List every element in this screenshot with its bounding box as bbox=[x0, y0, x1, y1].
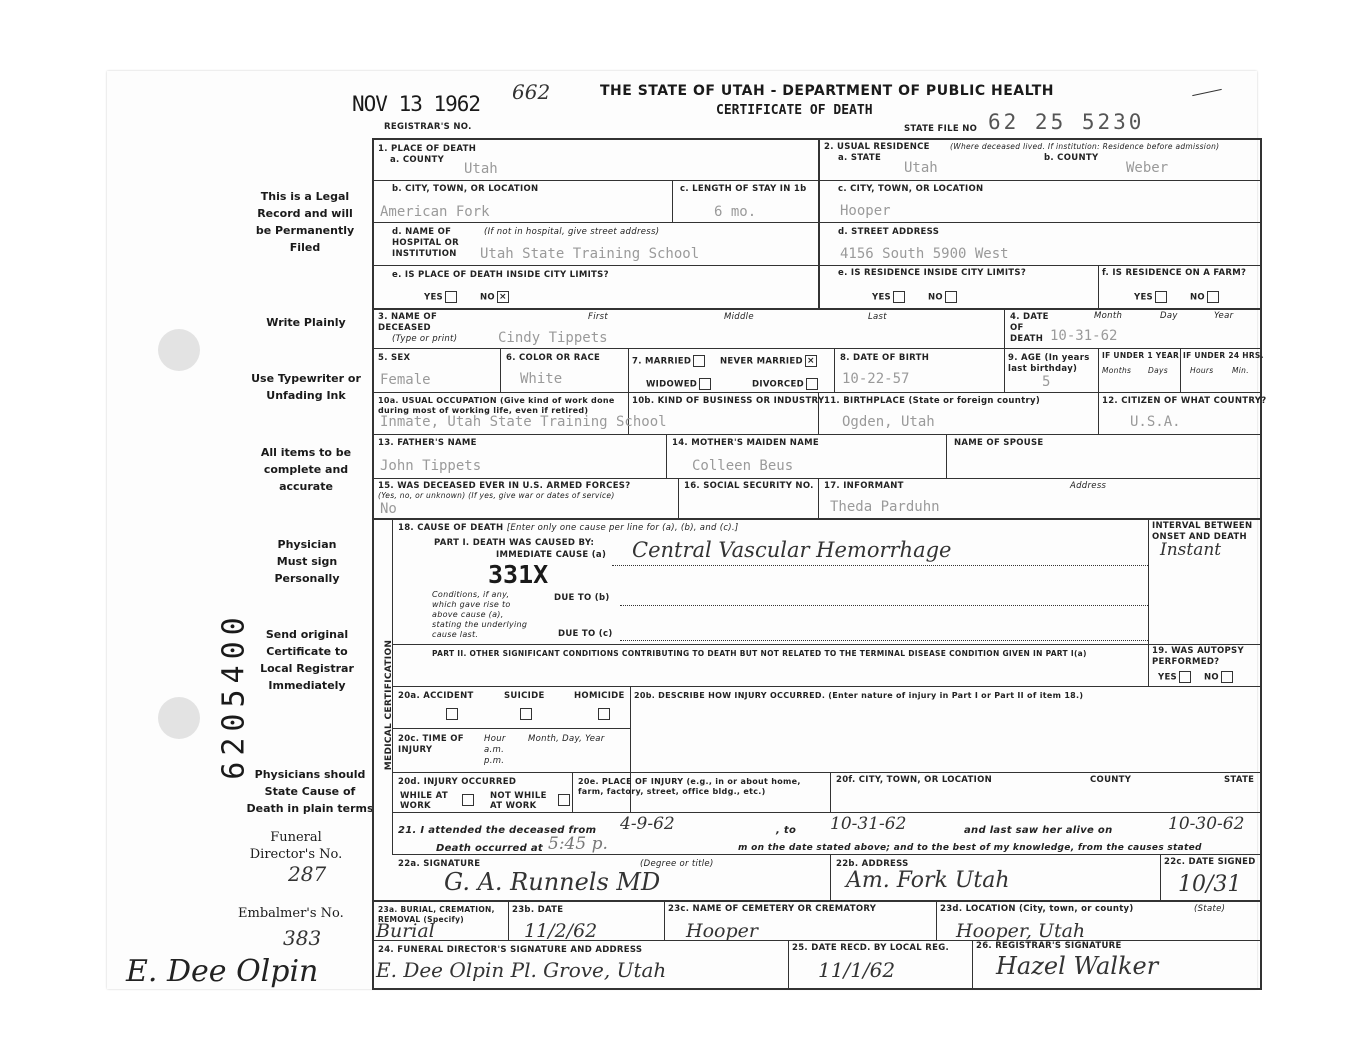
hour-label: Hour a.m. p.m. bbox=[484, 734, 506, 766]
autopsy-yes[interactable] bbox=[1158, 671, 1191, 683]
send-original-note: Send original Certificate to Local Registrar Immediately bbox=[260, 628, 354, 692]
while-work-checkbox[interactable] bbox=[462, 794, 474, 806]
checkbox-checked[interactable]: × bbox=[805, 355, 817, 367]
never-married-label: NEVER MARRIED bbox=[720, 356, 803, 367]
county-label: a. COUNTY bbox=[390, 155, 445, 165]
date-death-label: 4. DATE OF DEATH bbox=[1010, 312, 1049, 344]
last-saw-label: and last saw her alive on bbox=[964, 825, 1113, 836]
funeral-signature-value: E. Dee Olpin Pl. Grove, Utah bbox=[376, 958, 667, 982]
grid-line bbox=[392, 812, 1260, 813]
legal-record-note: This is a Legal Record and will be Permanently Filed bbox=[255, 190, 355, 254]
physician-address-label: 22b. ADDRESS bbox=[836, 859, 909, 869]
res-state-value: Utah bbox=[904, 160, 938, 176]
funeral-director-no: 287 bbox=[288, 862, 327, 886]
race-label: 6. COLOR OR RACE bbox=[506, 353, 601, 363]
city-label: b. CITY, TOWN, OR LOCATION bbox=[392, 184, 539, 194]
farm-no[interactable] bbox=[1190, 291, 1219, 303]
yes-label: YES bbox=[872, 292, 891, 303]
informant-label: 17. INFORMANT bbox=[824, 481, 904, 491]
registrar-signature-value: Hazel Walker bbox=[996, 952, 1159, 980]
date-signed-value: 10/31 bbox=[1178, 872, 1242, 897]
accident-checkbox[interactable] bbox=[446, 708, 458, 720]
embalmer-no: 383 bbox=[283, 926, 322, 950]
punch-hole-bottom bbox=[158, 697, 200, 739]
attended-label: 21. I attended the deceased from bbox=[398, 825, 597, 836]
city-injury-label: 20f. CITY, TOWN, OR LOCATION bbox=[836, 775, 993, 785]
grid-line bbox=[372, 434, 1260, 435]
grid-line bbox=[372, 478, 1260, 479]
no-label: NO bbox=[928, 292, 943, 303]
spouse-label: NAME OF SPOUSE bbox=[954, 438, 1044, 448]
grid-line bbox=[392, 728, 630, 729]
attended-from-value: 4-9-62 bbox=[620, 814, 675, 834]
degree-label: (Degree or title) bbox=[640, 859, 714, 869]
grid-line bbox=[372, 392, 1260, 393]
punch-hole-top bbox=[158, 329, 200, 371]
embalmer-signature: E. Dee Olpin bbox=[126, 954, 319, 989]
grid-line bbox=[372, 222, 1260, 223]
father-value: John Tippets bbox=[380, 458, 482, 474]
divorced-label: DIVORCED bbox=[752, 379, 804, 390]
grid-line bbox=[372, 988, 1262, 990]
grid-line bbox=[372, 308, 1262, 310]
grid-line bbox=[392, 772, 1260, 773]
vertical-serial-number: 6205400 bbox=[216, 611, 252, 780]
city-value: American Fork bbox=[380, 204, 490, 220]
residence-label: 2. USUAL RESIDENCE bbox=[824, 142, 930, 152]
homicide-checkbox[interactable] bbox=[598, 708, 610, 720]
date-death-value: 10-31-62 bbox=[1050, 328, 1118, 344]
burial-value: Burial bbox=[376, 920, 435, 942]
state-label: (State) bbox=[1194, 904, 1226, 914]
not-work-option[interactable] bbox=[490, 791, 556, 811]
interval-value: Instant bbox=[1160, 540, 1222, 560]
signature-label: 22a. SIGNATURE bbox=[398, 859, 481, 869]
res-inside-no[interactable] bbox=[928, 291, 957, 303]
widowed-label: WIDOWED bbox=[646, 379, 698, 390]
widowed-option[interactable] bbox=[646, 378, 711, 390]
res-county-value: Weber bbox=[1126, 160, 1169, 176]
under-1-year: IF UNDER 1 YEAR bbox=[1102, 351, 1180, 360]
checkbox[interactable] bbox=[1179, 671, 1191, 683]
state-file-number: 62 25 5230 bbox=[988, 110, 1145, 134]
res-inside-yes[interactable] bbox=[872, 291, 905, 303]
sex-label: 5. SEX bbox=[378, 353, 411, 363]
typewriter-note: Use Typewriter or Unfading Ink bbox=[251, 372, 361, 402]
hours-label: Hours bbox=[1190, 366, 1214, 375]
physician-note: Physician Must sign Personally bbox=[274, 538, 340, 585]
father-label: 13. FATHER'S NAME bbox=[378, 438, 477, 448]
certificate-title: CERTIFICATE OF DEATH bbox=[716, 103, 873, 118]
inside-city-label: e. IS PLACE OF DEATH INSIDE CITY LIMITS? bbox=[392, 270, 609, 280]
grid-line bbox=[372, 518, 1262, 520]
write-plainly-note: Write Plainly bbox=[266, 316, 346, 329]
cause-line-a bbox=[612, 565, 1148, 566]
while-work-option[interactable] bbox=[400, 791, 470, 811]
medical-certification-vertical: MEDICAL CERTIFICATION bbox=[384, 639, 395, 771]
birth-label: 8. DATE OF BIRTH bbox=[840, 353, 930, 363]
grid-line bbox=[1098, 348, 1099, 434]
grid-line bbox=[664, 900, 665, 940]
grid-line bbox=[1148, 518, 1149, 686]
armed-forces-note: (Yes, no, or unknown) (If yes, give war or dates of service) bbox=[378, 491, 615, 500]
embalmer-label: Embalmer's No. bbox=[238, 906, 344, 921]
grid-line bbox=[372, 900, 1262, 902]
part2-label: PART II. OTHER SIGNIFICANT CONDITIONS CONTRIBUTING TO DEATH BUT NOT RELATED TO THE TERMINAL DISEASE CONDITION GIVEN IN PART I(a) bbox=[432, 649, 1087, 658]
registrar-signature-label: 26. REGISTRAR'S SIGNATURE bbox=[976, 941, 1122, 951]
grid-line bbox=[508, 900, 509, 940]
interval-label: INTERVAL BETWEEN ONSET AND DEATH bbox=[1152, 521, 1253, 542]
checkbox[interactable] bbox=[945, 291, 957, 303]
under-24-hours: IF UNDER 24 HRS. bbox=[1183, 351, 1264, 360]
grid-line bbox=[1004, 348, 1005, 392]
cemetery-label: 23c. NAME OF CEMETERY OR CREMATORY bbox=[668, 904, 877, 914]
grid-line bbox=[830, 854, 831, 900]
burial-date-value: 11/2/62 bbox=[524, 920, 598, 942]
date-signed-label: 22c. DATE SIGNED bbox=[1164, 857, 1256, 867]
immediate-cause-value: Central Vascular Hemorrhage bbox=[632, 538, 952, 562]
ssn-label: 16. SOCIAL SECURITY NO. bbox=[684, 481, 814, 491]
registrar-no-label: REGISTRAR'S NO. bbox=[384, 122, 472, 132]
grid-line bbox=[392, 686, 1260, 687]
conditions-note: Conditions, if any, which gave rise to above cause (a), stating the underlying cause last. bbox=[432, 590, 528, 639]
autopsy-label: 19. WAS AUTOPSY PERFORMED? bbox=[1152, 646, 1244, 667]
month-label: Month bbox=[1094, 311, 1123, 321]
day-label: Day bbox=[1160, 311, 1178, 321]
yes-label: YES bbox=[424, 292, 443, 303]
grid-line bbox=[830, 772, 831, 812]
checkbox[interactable] bbox=[1155, 291, 1167, 303]
grid-line bbox=[818, 478, 819, 518]
hospital-value: Utah State Training School bbox=[480, 246, 700, 262]
mother-label: 14. MOTHER'S MAIDEN NAME bbox=[672, 438, 819, 448]
informant-address-label: Address bbox=[1070, 481, 1107, 491]
res-inside-label: e. IS RESIDENCE INSIDE CITY LIMITS? bbox=[838, 268, 1027, 278]
not-work-checkbox[interactable] bbox=[558, 794, 570, 806]
middle-label: Middle bbox=[724, 312, 754, 322]
grid-line bbox=[372, 940, 1260, 941]
grid-line bbox=[834, 348, 835, 392]
grid-line bbox=[936, 900, 937, 940]
injury-state-label: STATE bbox=[1224, 775, 1255, 785]
residence-note: (Where deceased lived. If institution: Residence before admission) bbox=[950, 142, 1220, 151]
deceased-name-label: 3. NAME OF DECEASED bbox=[378, 312, 438, 333]
armed-forces-label: 15. WAS DECEASED EVER IN U.S. ARMED FORCES? bbox=[378, 481, 631, 491]
physician-address: Am. Fork Utah bbox=[846, 868, 1010, 893]
funeral-signature-label: 24. FUNERAL DIRECTOR'S SIGNATURE AND ADDRESS bbox=[378, 945, 643, 955]
year-label: Year bbox=[1214, 311, 1234, 321]
checkbox[interactable] bbox=[1207, 291, 1219, 303]
cause-label bbox=[398, 523, 739, 533]
due-to-c-label: DUE TO (c) bbox=[558, 629, 613, 639]
place-injury-label: 20e. PLACE OF INJURY (e.g., in or about home, farm, factory, street, office bldg., etc.) bbox=[578, 777, 801, 796]
due-to-b-label: DUE TO (b) bbox=[554, 593, 610, 603]
funeral-director-label: Funeral Director's No. bbox=[249, 830, 343, 862]
physician-signature: G. A. Runnels MD bbox=[444, 868, 661, 896]
occurred-at-label: Death occurred at bbox=[436, 843, 543, 854]
cause-line-c bbox=[620, 640, 1148, 641]
grid-line bbox=[1004, 308, 1005, 348]
inside-city-yes[interactable] bbox=[424, 291, 457, 303]
informant-value: Theda Parduhn bbox=[830, 499, 940, 515]
hospital-note: (If not in hospital, give street address) bbox=[484, 227, 660, 237]
no-label: NO bbox=[480, 292, 495, 303]
birthplace-label: 11. BIRTHPLACE (State or foreign country) bbox=[824, 396, 1041, 406]
grid-line bbox=[672, 180, 673, 222]
married-label: 7. MARRIED bbox=[632, 356, 692, 367]
cemetery-value: Hooper bbox=[686, 920, 758, 942]
checkbox[interactable] bbox=[693, 355, 705, 367]
while-work-label: WHILE AT WORK bbox=[400, 791, 448, 811]
grid-line bbox=[372, 265, 1260, 266]
inside-city-no[interactable] bbox=[480, 291, 509, 303]
grid-line bbox=[372, 348, 1260, 349]
married-option[interactable] bbox=[632, 355, 705, 367]
res-city-value: Hooper bbox=[840, 203, 891, 219]
occupation-label: 10a. USUAL OCCUPATION (Give kind of work done during most of working life, even if retired) bbox=[378, 396, 615, 415]
birth-value: 10-22-57 bbox=[842, 371, 910, 387]
grid-line bbox=[1098, 265, 1099, 308]
grid-line bbox=[572, 772, 573, 812]
grid-line bbox=[788, 940, 789, 988]
on-date-label: m on the date stated above; and to the best of my knowledge, from the causes stated bbox=[738, 843, 1202, 853]
min-label: Min. bbox=[1232, 366, 1249, 375]
business-label: 10b. KIND OF BUSINESS OR INDUSTRY bbox=[632, 396, 825, 406]
age-value: 5 bbox=[1042, 374, 1051, 390]
months-label: Months bbox=[1102, 366, 1132, 375]
injury-desc-label: 20b. DESCRIBE HOW INJURY OCCURRED. (Enter nature of injury in Part I or Part II of item 18.) bbox=[634, 691, 1084, 700]
citizen-value: U.S.A. bbox=[1130, 414, 1181, 430]
stay-value: 6 mo. bbox=[714, 204, 757, 220]
grid-line bbox=[392, 644, 1260, 645]
deceased-name-value: Cindy Tippets bbox=[498, 330, 608, 346]
cause-note: [Enter only one cause per line for (a), (b), and (c).] bbox=[506, 523, 739, 533]
state-title: THE STATE OF UTAH - DEPARTMENT OF PUBLIC HEALTH bbox=[600, 83, 1054, 99]
accident-label: 20a. ACCIDENT bbox=[398, 691, 474, 701]
checkbox[interactable] bbox=[445, 291, 457, 303]
grid-line bbox=[678, 478, 679, 518]
location-value: Hooper, Utah bbox=[956, 920, 1086, 942]
cause-title: 18. CAUSE OF DEATH bbox=[398, 523, 504, 533]
date-stamp: NOV 13 1962 bbox=[352, 92, 481, 116]
grid-line bbox=[972, 940, 973, 988]
checkbox[interactable] bbox=[1221, 671, 1233, 683]
grid-line bbox=[500, 348, 501, 392]
grid-line bbox=[1180, 348, 1181, 392]
grid-line bbox=[666, 434, 667, 478]
time-injury-label: 20c. TIME OF INJURY bbox=[398, 734, 464, 755]
date-recd-label: 25. DATE RECD. BY LOCAL REG. bbox=[792, 943, 950, 953]
autopsy-no[interactable] bbox=[1204, 671, 1233, 683]
occupation-value: Inmate, Utah State Training School bbox=[380, 414, 667, 430]
cause-terms-note: Physicians should State Cause of Death in plain terms bbox=[246, 768, 374, 815]
days-label: Days bbox=[1148, 366, 1168, 375]
divorced-option[interactable] bbox=[752, 378, 818, 390]
time-value: 5:45 p. bbox=[548, 834, 608, 854]
age-label: 9. AGE (In years last birthday) bbox=[1008, 353, 1090, 374]
not-work-label: NOT WHILE AT WORK bbox=[490, 791, 547, 811]
attended-to-value: 10-31-62 bbox=[830, 814, 907, 834]
county-value: Utah bbox=[464, 161, 498, 177]
checkbox[interactable] bbox=[893, 291, 905, 303]
farm-yes[interactable] bbox=[1134, 291, 1167, 303]
citizen-label: 12. CITIZEN OF WHAT COUNTRY? bbox=[1102, 396, 1267, 406]
grid-line bbox=[372, 138, 1262, 140]
checkbox[interactable] bbox=[806, 378, 818, 390]
grid-line bbox=[372, 180, 1260, 181]
res-county-label: b. COUNTY bbox=[1044, 153, 1099, 163]
suicide-checkbox[interactable] bbox=[520, 708, 532, 720]
birthplace-value: Ogden, Utah bbox=[842, 414, 935, 430]
mdy-label: Month, Day, Year bbox=[528, 734, 605, 744]
type-note: (Type or print) bbox=[392, 334, 458, 344]
grid-line bbox=[392, 854, 1260, 855]
homicide-label: HOMICIDE bbox=[574, 691, 625, 701]
cause-code: 331X bbox=[488, 560, 549, 589]
state-file-label: STATE FILE NO bbox=[904, 124, 978, 134]
cause-line-b bbox=[620, 605, 1148, 606]
hospital-label: d. NAME OF HOSPITAL OR INSTITUTION bbox=[392, 227, 460, 259]
occurred-label: 20d. INJURY OCCURRED bbox=[398, 777, 517, 787]
sex-value: Female bbox=[380, 372, 431, 388]
date-recd-value: 11/1/62 bbox=[818, 958, 896, 982]
no-label: NO bbox=[1190, 292, 1205, 303]
never-married-option[interactable] bbox=[720, 355, 817, 367]
no-label: NO bbox=[1204, 672, 1219, 683]
armed-forces-value: No bbox=[380, 501, 397, 517]
stay-label: c. LENGTH OF STAY IN 1b bbox=[680, 184, 807, 194]
immediate-label: IMMEDIATE CAUSE (a) bbox=[496, 550, 607, 560]
complete-note: All items to be complete and accurate bbox=[260, 446, 352, 493]
part1-label: PART I. DEATH WAS CAUSED BY: bbox=[434, 538, 595, 548]
race-value: White bbox=[520, 371, 563, 387]
res-state-label: a. STATE bbox=[838, 153, 882, 163]
grid-line bbox=[1260, 138, 1262, 988]
street-label: d. STREET ADDRESS bbox=[838, 227, 940, 237]
res-city-label: c. CITY, TOWN, OR LOCATION bbox=[838, 184, 984, 194]
injury-county-label: COUNTY bbox=[1090, 775, 1132, 785]
place-of-death-label: 1. PLACE OF DEATH bbox=[378, 144, 477, 154]
grid-line bbox=[1160, 854, 1161, 900]
burial-label: 23a. BURIAL, CREMATION, REMOVAL (Specify) bbox=[378, 905, 495, 924]
grid-line bbox=[818, 138, 820, 308]
to-label: , to bbox=[776, 825, 797, 836]
last-saw-value: 10-30-62 bbox=[1168, 814, 1245, 834]
last-label: Last bbox=[868, 312, 887, 322]
location-label: 23d. LOCATION (City, town, or county) bbox=[940, 904, 1134, 914]
mother-value: Colleen Beus bbox=[692, 458, 794, 474]
yes-label: YES bbox=[1134, 292, 1153, 303]
first-label: First bbox=[588, 312, 609, 322]
grid-line bbox=[946, 434, 947, 478]
suicide-label: SUICIDE bbox=[504, 691, 545, 701]
burial-date-label: 23b. DATE bbox=[512, 905, 564, 915]
street-value: 4156 South 5900 West bbox=[840, 246, 1009, 262]
farm-label: f. IS RESIDENCE ON A FARM? bbox=[1102, 268, 1247, 278]
checkbox-checked[interactable]: × bbox=[497, 291, 509, 303]
yes-label: YES bbox=[1158, 672, 1177, 683]
registrar-no-value: 662 bbox=[512, 80, 551, 104]
checkbox[interactable] bbox=[699, 378, 711, 390]
